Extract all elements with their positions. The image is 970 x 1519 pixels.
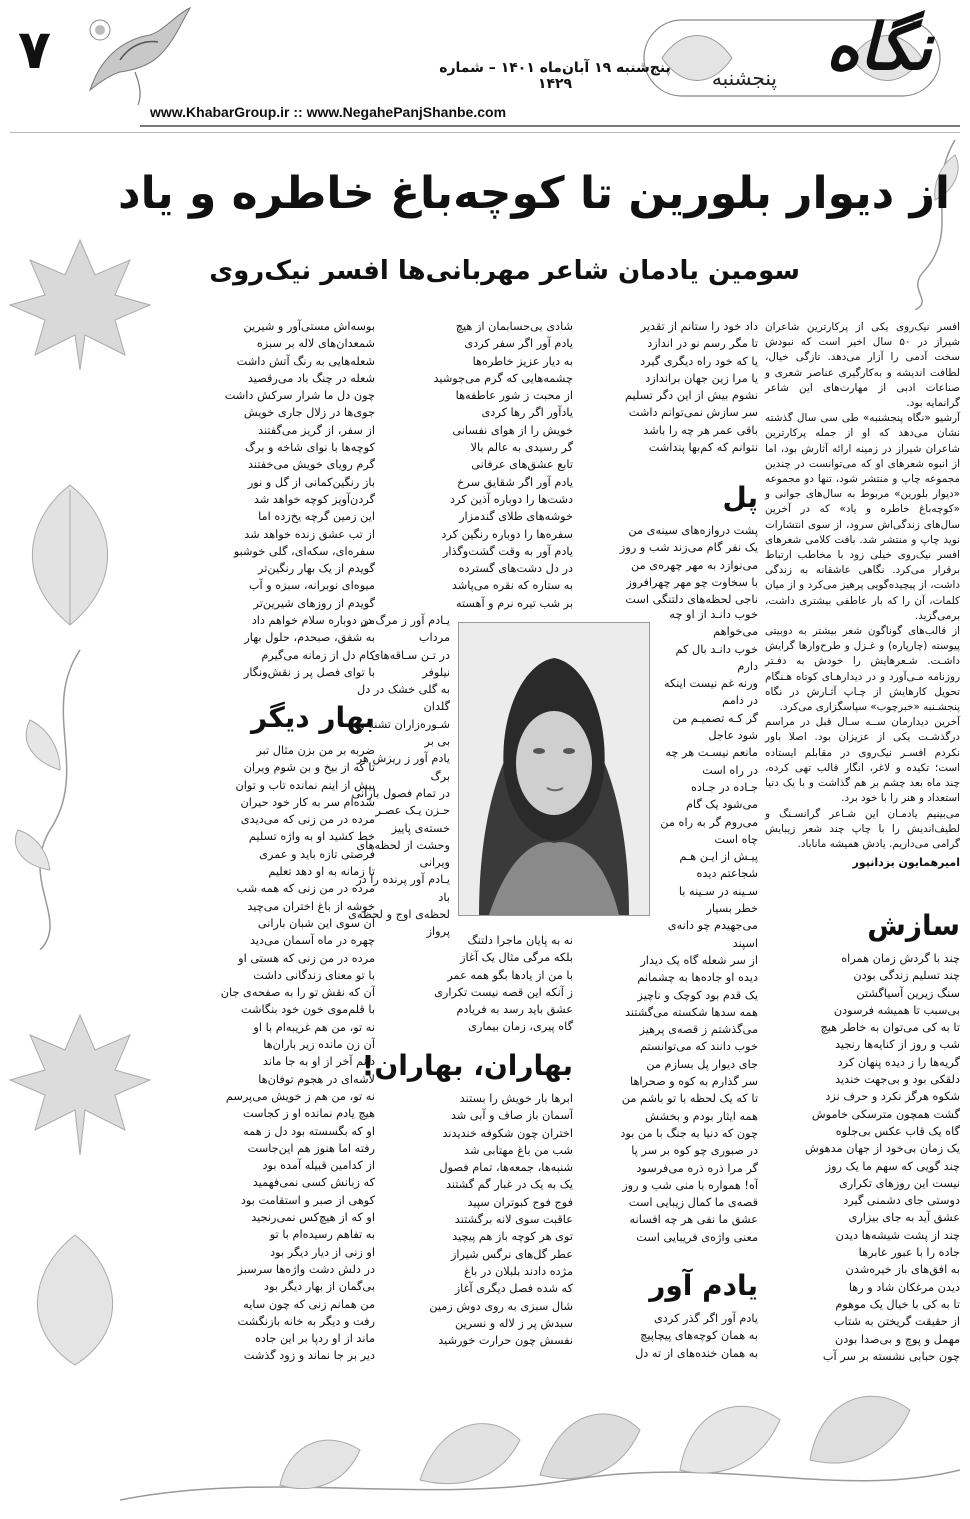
poem-line: شـوره‌زاران تشنه و xyxy=(359,717,450,731)
poem-line: کوچه‌ها با نوای شاخه و برگ xyxy=(244,441,375,455)
poem-line: ابرها بار خویش را بستند xyxy=(459,1092,573,1105)
poem-line: سبدش پر ز لاله و نسرین xyxy=(455,1316,573,1330)
poem-line: جـاده در جـاده xyxy=(690,780,758,794)
poem-line: دیده او جاده‌ها به چشمانم xyxy=(637,971,758,985)
poem-line: پیـش از ایـن هـم xyxy=(679,850,758,864)
column-intro xyxy=(765,320,960,871)
poem-line: شکوه هرگز نکرد و حرف نزد xyxy=(825,1090,960,1104)
poem-line: گرم رویای خویش می‌خفتند xyxy=(248,458,375,472)
poem-line: ورنه غم نیست اینکه xyxy=(663,677,758,691)
poem-title-sazesh: سازش xyxy=(867,909,960,942)
leaf-icon xyxy=(5,480,135,630)
poem-line: گردن‌آویز کوچه خواهد شد xyxy=(253,492,375,506)
poem-line: به افق‌های باز خیره‌شدن xyxy=(845,1263,960,1277)
poem-line: آن زن مانده زیر باران‌ها xyxy=(263,1038,375,1052)
poem-line: نه تو، من هم غریبه‌ام با او xyxy=(253,1020,375,1034)
poem-line: چون که دنیا به جنگ با من بود xyxy=(620,1126,758,1140)
poem-line: با سخاوت چو مهر چهرافروز xyxy=(626,575,758,589)
poem-line: یـادم آور ز مرگ در xyxy=(361,614,450,627)
poem-line: مرده در من زنی که هستی او xyxy=(238,951,375,965)
poem-line: رفت و دیگر به خانه بازنگشت xyxy=(237,1314,375,1328)
poem-line: عطر گل‌های نرگس شیراز xyxy=(450,1247,573,1261)
poem-line: سنگ زیرین آسیاگشتن xyxy=(856,986,960,1000)
poem-line: دیدن مرغکان شاد و رها xyxy=(848,1280,960,1294)
poem-line: یا مرا زین جهان براندازد xyxy=(645,371,758,385)
poem-line: فوج فوج کبوتران سپید xyxy=(467,1195,573,1209)
poem-line: چشمه‌هایی که گرم می‌جوشید xyxy=(433,371,573,385)
poem-line: دوستی جای دشمنی گیرد xyxy=(843,1194,960,1208)
poem-line: بی‌سبب تا همیشه فرسودن xyxy=(833,1003,960,1017)
poem-line: شود عاجل xyxy=(708,729,758,743)
poem-line: کوهی از صبر و استقامت بود xyxy=(240,1193,375,1207)
header-divider-thin xyxy=(10,132,960,133)
poem-line: باز رنگین‌کمانی از گل و نور xyxy=(247,475,375,489)
poem-line: به تفاهم رسیده‌ام با تو xyxy=(269,1228,375,1242)
intro-paragraph: آخرین دیدارمان ســه سـال قبل در مراسم درگذشـت یکی از عزیزان بود. اصلا باور نکردم افسـر نیک‌روی در مقابلم ایستاده است؛ تکیده و لاغر، انگار قالب تهی کرده، چند ماه بعد چشم بر هم گذاشت و با یک دنیا استعداد و هنر را با خود برد. xyxy=(765,716,960,805)
poem-line: گریه‌ها را ز دیده پنهان کرد xyxy=(837,1055,960,1069)
poem-title-pol: پل xyxy=(722,481,758,514)
poem-line: خوب دانند که می‌توانستم xyxy=(639,1040,758,1054)
poem-line: جای دیوار پل بسازم من xyxy=(646,1057,758,1071)
poem-line: یک به یک در غبار گم گشتند xyxy=(445,1178,573,1192)
poem-line: در تمام فصول بارانی xyxy=(351,786,450,800)
poem-line: گلدان xyxy=(423,700,450,714)
issue-date-line: پنج‌شنبه ۱۹ آبان‌ماه ۱۴۰۱ – شماره ۱۴۲۹ xyxy=(439,60,671,92)
poem-line: لاشه‌ای در هجوم توفان‌ها xyxy=(258,1072,375,1086)
column-3-after xyxy=(388,932,573,1036)
poem-title-yadam: یادم آور xyxy=(649,1269,758,1302)
poem-line: چند با گردش زمان همراه xyxy=(841,952,960,965)
poem-line: شعله در چنگ باد می‌رقصید xyxy=(247,371,375,385)
poem-line: حـزن یـک عصـر xyxy=(375,804,450,818)
poem-line: نتوانم که کم‌بها پنداشت xyxy=(648,441,758,455)
poem-line: گر رسیدی به عالم بالا xyxy=(470,441,573,455)
poem-line: می‌شود یک گام xyxy=(685,798,758,812)
poem-line: در راه است xyxy=(702,763,758,777)
poem-line: میوه‌ای نوبرانه، سبزه و آب xyxy=(248,579,375,593)
poem-line: گاه پیری، زمان بیماری xyxy=(468,1020,573,1034)
poem-line: بلکه مرگی مثال یک آغاز xyxy=(460,951,573,965)
poem-line: از محبت ز شور عاطفه‌ها xyxy=(455,389,573,403)
poem-line: تا به کی می‌توان به خاطر هیچ xyxy=(820,1021,960,1035)
poem-line: بی‌گمان از بهار دیگر بود xyxy=(263,1280,375,1294)
poem-line: شده‌ام سر به کار خود حیران xyxy=(240,795,375,809)
poem-line: می‌خواهم xyxy=(713,625,758,639)
poem-line: من دوباره سلام خواهم داد xyxy=(251,614,375,628)
poem-line: از کدامین قبیله آمده بود xyxy=(262,1159,375,1173)
poem-line: دشت‌ها را دوباره آذین کرد xyxy=(450,492,573,506)
poem-line: ناجی لحظه‌های دلتنگی است xyxy=(625,593,758,607)
masthead-logo: نگاه xyxy=(825,10,932,85)
poem-line: یـادم آور پرنده را در xyxy=(356,873,450,887)
poem-line: خسته‌ی پاییز xyxy=(391,821,450,835)
poem-line: با تو معنای زندگانی داشت xyxy=(253,968,375,982)
page-header xyxy=(0,0,970,135)
poem-line: نشوم بیش از این دگر تسلیم xyxy=(625,389,758,403)
poem-line: ز آنکه این قصه نیست تکراری xyxy=(434,985,573,999)
poem-line: مانعم نیسـت هر چه xyxy=(665,746,758,760)
poem-line: توی هر کوچه باز هم پیچید xyxy=(452,1230,573,1244)
intro-paragraph: از قالب‌های گوناگون شعر بیشتر به دوبیتی پیوسته (چارپاره) و غـزل و طرح‌وارها گرایش داشـت. شـعرهایش را خودش به دفـتر روزنامه مـی‌آورد و در دیدارهـای کوتاه هـنگام تحویل کارهایش از چـاپ آثـارش در نگاه پنجشـنبه «خبرچوب» سپاسگزاری می‌کرد. xyxy=(765,625,960,714)
poem-line: هیچ یادم نمانده او ز کجاست xyxy=(242,1107,375,1121)
poem-bahar-digar xyxy=(195,690,375,1365)
poem-line: در دل دشت‌های گسترده xyxy=(458,562,573,576)
poem-line: ضربه بر من بزن مثال تبر xyxy=(256,744,375,757)
poem-line: تا مگر رسم نو در اندازد xyxy=(647,337,758,351)
poem-line: اسپند xyxy=(732,936,758,950)
poem-line: او زنی از دیار دیگر بود xyxy=(270,1245,375,1259)
leaf-icon-2 xyxy=(10,1230,140,1370)
poem-line: شنبه‌ها، جمعه‌ها، تمام فصول xyxy=(439,1161,573,1175)
poem-line: گشت همچون مترسکی خاموش xyxy=(811,1107,960,1121)
poem-line: یادم آور به وقت گشت‌وگذار xyxy=(442,544,573,558)
intro-text xyxy=(765,320,960,852)
poem-line: در صبوری چو کوه بر سر پا xyxy=(631,1144,758,1158)
poem-line: کام دل از زمانه می‌گیرم xyxy=(261,648,375,662)
maple-leaf-icon xyxy=(5,235,155,375)
poem-line: که شده فصل دیگری آغاز xyxy=(454,1282,573,1296)
poem-line: رفته اما هنوز هم این‌جاست xyxy=(247,1141,375,1155)
poem-line: آن سوی این شبان بارانی xyxy=(257,916,375,930)
poem-line: در دامم xyxy=(722,694,758,708)
poem-line: گویدم از روزهای شیرین‌تر xyxy=(253,596,375,610)
poem-line: عشق ما نفی هر چه افسانه xyxy=(629,1213,758,1227)
poem-line: شجاعتم دیده xyxy=(696,867,758,881)
poem-line: نفسش چون حرارت خورشید xyxy=(438,1334,573,1348)
poem-line: اختران چون شکوفه خندیدند xyxy=(442,1126,573,1140)
poem-line: عشق آید به جای بیزاری xyxy=(848,1211,960,1225)
poem-line: که زبانش کسی نمی‌فهمید xyxy=(252,1176,375,1190)
page-number: ۷ xyxy=(18,18,51,81)
poem-line: من همانم زنی که چون سایه xyxy=(243,1297,375,1311)
poem-line: سفره‌ها را دوباره رنگین کرد xyxy=(441,527,573,541)
poem-pol-tail xyxy=(598,952,758,1246)
poem-line: عاقبت سوی لانه برگشتند xyxy=(454,1213,573,1227)
poem-line: به گلی خشک در دل xyxy=(357,683,450,697)
poem-line: می‌گذشتم ز قصه‌ی پرهیز xyxy=(639,1023,758,1037)
poem-title-bahar-digar: بهار دیگر xyxy=(251,701,375,734)
poem-line: به همان کوچه‌های پیچاپیچ xyxy=(640,1329,758,1343)
poem-line: یک زمان بی‌خود از جهان مدهوش xyxy=(805,1142,960,1156)
poem-line: جوی‌ها در زلال جاری خویش xyxy=(243,406,375,420)
poem-line: چون حبابی نشسته بر سر آب xyxy=(822,1349,960,1363)
poem-line: خط کشید او به واژه تسلیم xyxy=(248,830,375,844)
article-subtitle: سومین یادمان شاعر مهربانی‌ها افسر نیک‌روی xyxy=(209,256,800,286)
poem-line: او که از هیچ‌کس نمی‌رنجید xyxy=(251,1211,375,1225)
poem-line: از سفر، از گریز می‌گفتند xyxy=(258,423,375,437)
poet-photo xyxy=(458,622,650,916)
poem-line: خویش را از هوای نفسانی xyxy=(452,423,573,437)
intro-paragraph: افسر نیک‌روی یکی از پرکارترین شاعران شیراز در ۵۰ سال اخیر است که نبودش سخت آدمی را آزار می‌دهد. تازگی خیال، لطافت اندیشه و به‌کارگیری عناصر شعری و صناعات ادبی از مهارت‌های این شاعر گرانمایه بود. xyxy=(765,321,960,410)
poem-line: وحشت از لحظه‌های xyxy=(356,838,450,852)
vine-icon xyxy=(0,650,100,950)
poem-line: خطر بسیار xyxy=(706,902,758,916)
poem-line: معنی واژه‌ی فریبایی است xyxy=(636,1230,758,1244)
poem-line: شمعدان‌های لاله بر سبزه xyxy=(256,337,375,351)
maple-leaf-icon-2 xyxy=(5,1010,155,1160)
poem-line: خوب دانـد بال کم xyxy=(675,642,758,656)
poem-line: تا که از بیخ و بن شوم ویران xyxy=(243,761,375,775)
poem-line: چون دل ما شرار سرکش داشت xyxy=(224,389,375,403)
poem-line: یادم آور اگر گذر کردی xyxy=(653,1312,758,1325)
poem-line: چند تسلیم زندگی بودن xyxy=(853,969,960,983)
poem-line: مرداب xyxy=(418,631,450,645)
poem-line: نه به پایان ماجرا دلتنگ xyxy=(467,934,573,947)
author-byline: امیرهمایون یزدانپور xyxy=(852,856,960,870)
poem-line: شب و روز از کنایه‌ها رنجید xyxy=(835,1038,960,1052)
poem-line: یادم آور اگر سفر کردی xyxy=(464,337,573,351)
column-3-top xyxy=(388,318,573,612)
poem-line: مهمل و پوچ و بی‌صدا بودن xyxy=(834,1332,960,1346)
poem-line: عشق باید رسد به فریادم xyxy=(456,1003,573,1017)
poem-line: پشت دروازه‌های سینه‌ی من xyxy=(628,524,758,537)
poem-line: از حقیقت گریختن به شتاب xyxy=(833,1315,960,1329)
poem-line: با توای فصل پر ز نقش‌ونگار xyxy=(243,665,375,679)
poem-line: لحظه‌ی اوج و لحظه‌ی xyxy=(348,908,450,922)
poem-line: سر گذارم به کوه و صحراها xyxy=(630,1075,758,1089)
poem-line: دیر بر جا نماند و زود گذشت xyxy=(243,1349,375,1363)
poem-line: همه ایثار بودم و بخشش xyxy=(645,1109,758,1123)
poem-line: می‌جهیدم چو دانه‌ی xyxy=(667,919,758,933)
poem-line: چند از پشت شیشه‌ها دیدن xyxy=(835,1228,960,1242)
poem-line: گر کـه تصمیـم من xyxy=(672,711,758,725)
column-2-top xyxy=(598,318,758,456)
leaf-border-icon xyxy=(120,1350,960,1515)
poem-pol-narrow xyxy=(652,606,758,952)
poem-line: سر سازش نمی‌توانم داشت xyxy=(628,406,758,420)
poem-line: بیش از اینم نمانده تاب و توان xyxy=(235,778,375,792)
poem-line: یک قدم بود کوچک و ناچیز xyxy=(637,988,758,1002)
poem-line: شال سبزی به روی دوش زمین xyxy=(429,1299,573,1313)
poem-line: تا به کی با خیال یک موهوم xyxy=(835,1297,960,1311)
poem-line: با قلم‌موی خون خود بنگاشت xyxy=(240,1003,375,1017)
poem-line: باد xyxy=(438,890,450,904)
poem-line: یادم آور اگر شقایق سرخ xyxy=(457,475,573,489)
poem-line: او که بگسسته بود دل ز همه xyxy=(243,1124,375,1138)
poem-line: شادی بی‌حسابمان از هیچ xyxy=(455,320,573,333)
poem-line: از سر شعله گاه یک دیدار xyxy=(640,954,758,967)
poem-line: بر شب تیره نرم و آهسته xyxy=(455,596,573,610)
poem-line: باقی عمر هر چه را باشد xyxy=(643,423,758,437)
poem-line: پرواز xyxy=(426,925,450,939)
poem-line: گویدم از یک بهار رنگین‌تر xyxy=(258,562,375,576)
poem-line: تا زمانه به او دهد تعلیم xyxy=(268,865,375,879)
poem-line: یادم آور ز ریزش هر xyxy=(356,752,450,766)
poem-line: در تـن سـاقه‌های xyxy=(371,648,450,662)
poem-sazesh xyxy=(770,898,960,1365)
poem-line: ماند از او ردپا بر این جاده xyxy=(254,1332,375,1346)
header-divider xyxy=(140,125,960,127)
poem-line: یادآور اگر رها کردی xyxy=(481,406,573,420)
poem-line: خوشه از باغ اختران می‌چید xyxy=(247,899,375,913)
poem-line: به شفق، صبحدم، حلول بهار xyxy=(244,631,375,645)
poem-line: سفره‌ای، سکه‌ای، گلی خوشبو xyxy=(233,544,375,558)
poem-line: گاه یک قاب عکس بی‌جلوه xyxy=(835,1124,960,1138)
bird-ornament-icon xyxy=(80,0,200,110)
masthead-subtitle: پنجشنبه xyxy=(711,66,777,90)
poem-line: ویرانی xyxy=(419,856,450,870)
poem-line: تابع عشق‌های عرفانی xyxy=(471,458,573,472)
poem-line: از تب عشق زنده خواهد شد xyxy=(244,527,375,541)
poem-line: داد خود را ستانم از تقدیر xyxy=(640,320,758,333)
poem-line: گر مرا ذره ذره می‌فرسود xyxy=(636,1161,758,1175)
poem-pol-head xyxy=(598,470,758,608)
poem-line: شب من باغ مهتابی شد xyxy=(464,1143,573,1157)
intro-paragraph: می‌بینیم یادمـان این شـاعر گرانسـنگ و لطیف‌اندیش را با چاپ چند شعر زیبایش گرامی می‌داریم. یادش همیشه ماناباد. xyxy=(765,807,960,850)
poem-line: نیلوفر xyxy=(422,665,450,679)
poem-line: مرده در من زنی که می‌دیدی xyxy=(240,813,375,827)
poem-line: برگ xyxy=(430,769,450,783)
poem-line: آن که نقش تو را به صفحه‌ی جان xyxy=(220,986,375,1000)
poem-line: فرصتی تازه باید و عمری xyxy=(259,847,375,861)
poem-line: نیست این روزهای تکراری xyxy=(838,1176,960,1190)
poem-yadam xyxy=(598,1258,758,1362)
poem-line: بی بر xyxy=(424,735,450,749)
poem-title-baharan: بهاران، بهاران! xyxy=(361,1049,573,1082)
article-title: از دیوار بلورین تا کوچه‌باغ خاطره و یاد xyxy=(118,168,950,219)
poem-line: می‌نوازد به مهر چهره‌ی من xyxy=(631,558,758,572)
poem-line: همه سدها شکسته می‌گشتند xyxy=(624,1005,758,1019)
poem-line: خوشه‌های طلای گندمزار xyxy=(459,510,573,524)
poem-line: چند گویی که سهم ما یک روز xyxy=(825,1159,960,1173)
poem-line: بوسه‌اش مستی‌آور و شیرین xyxy=(243,320,375,333)
poem-line: می‌روم گر به راه من xyxy=(660,815,758,829)
poem-line: مژده دادند بلبلان در باغ xyxy=(463,1264,573,1278)
poem-line: خوب دانـد از او چه xyxy=(669,608,758,621)
poem-line: چاه است xyxy=(714,832,758,846)
poem-line: آسمان باز صاف و آبی شد xyxy=(450,1109,573,1123)
poem-line: یک نفر گام می‌زند شب و روز xyxy=(619,541,758,555)
poem-line: به همان خنده‌های از ته دل xyxy=(635,1346,758,1360)
poem-line: با من از یادها بگو همه عمر xyxy=(447,968,573,982)
poem-line: به دیار عزیز خاطره‌ها xyxy=(472,354,573,368)
poem-line: چهره در ماه آسمان می‌دید xyxy=(249,934,375,948)
poem-line: سـینه در سـینه با xyxy=(678,884,758,898)
poem-baharan xyxy=(361,1038,573,1349)
column-4-top xyxy=(195,318,375,681)
masthead xyxy=(642,8,942,108)
vine-icon-right xyxy=(865,140,965,310)
portrait-icon xyxy=(459,623,649,915)
poem-line: نه تو، من هم ز خویش می‌پرسم xyxy=(225,1089,375,1103)
poem-line: دلقکی بود و بی‌جهت خندید xyxy=(835,1073,960,1087)
poem-line: جاده را با عبور عابرها xyxy=(858,1246,960,1260)
poem-line: دارم xyxy=(737,659,758,673)
poem-line: به ستاره که نقره می‌پاشد xyxy=(451,579,573,593)
poem-line: شعله‌هایی به رنگ آتش داشت xyxy=(236,354,375,368)
poem-line: یا که خود راه دیگری گیرد xyxy=(640,354,758,368)
website-urls: www.KhabarGroup.ir :: www.NegahePanjShanbe.com xyxy=(150,104,507,120)
poem-line: تا که یک لحظه با تو باشم من xyxy=(621,1092,758,1106)
poem-line: مرده در من زنی که همه شب xyxy=(236,882,375,896)
poem-line: قصه‌ی ما کمال زیبایی است xyxy=(628,1196,758,1210)
poem-line: این زمین گرچه یخ‌زده اما xyxy=(258,510,375,524)
poem-line: دانم آخر از او به جا ماند xyxy=(262,1055,375,1069)
poem-line: آه! همواره با منی شب و روز xyxy=(622,1178,758,1192)
poem-line: در دلش دشت واژه‌ها سرسبز xyxy=(237,1262,375,1276)
intro-paragraph: آرشیو «نگاه پنجشنبه» طی سی سال گذشته نشان می‌دهد که او از جمله پرکارترین شاعران شیراز در زمینه ارائه آثارش بود، اما از انبوه شعرهای او که می‌توانست در چندین مجموعه چاپ و منتشر شود، تنها دو مجموعه «دیوار بلورین» مربوط به سال‌های جوانی و «کوچه‌باغ خاطره و یاد» که در آخرین سال‌های زندگی‌اش سرود، از سوی انتشارات نوید چاپ و منتشر شد. بافت کلامی شعرهای افسر نیک‌روی خیلی زود با مخاطب ارتباط برقرار می‌کرد. نگاهی عاشقانه به زندگی داشت، از پیچیده‌گویی پرهیز می‌کرد و از میان کلمات، آن را که بار عاطفی بیشتری داشت، برمی‌گزید. xyxy=(765,412,960,622)
